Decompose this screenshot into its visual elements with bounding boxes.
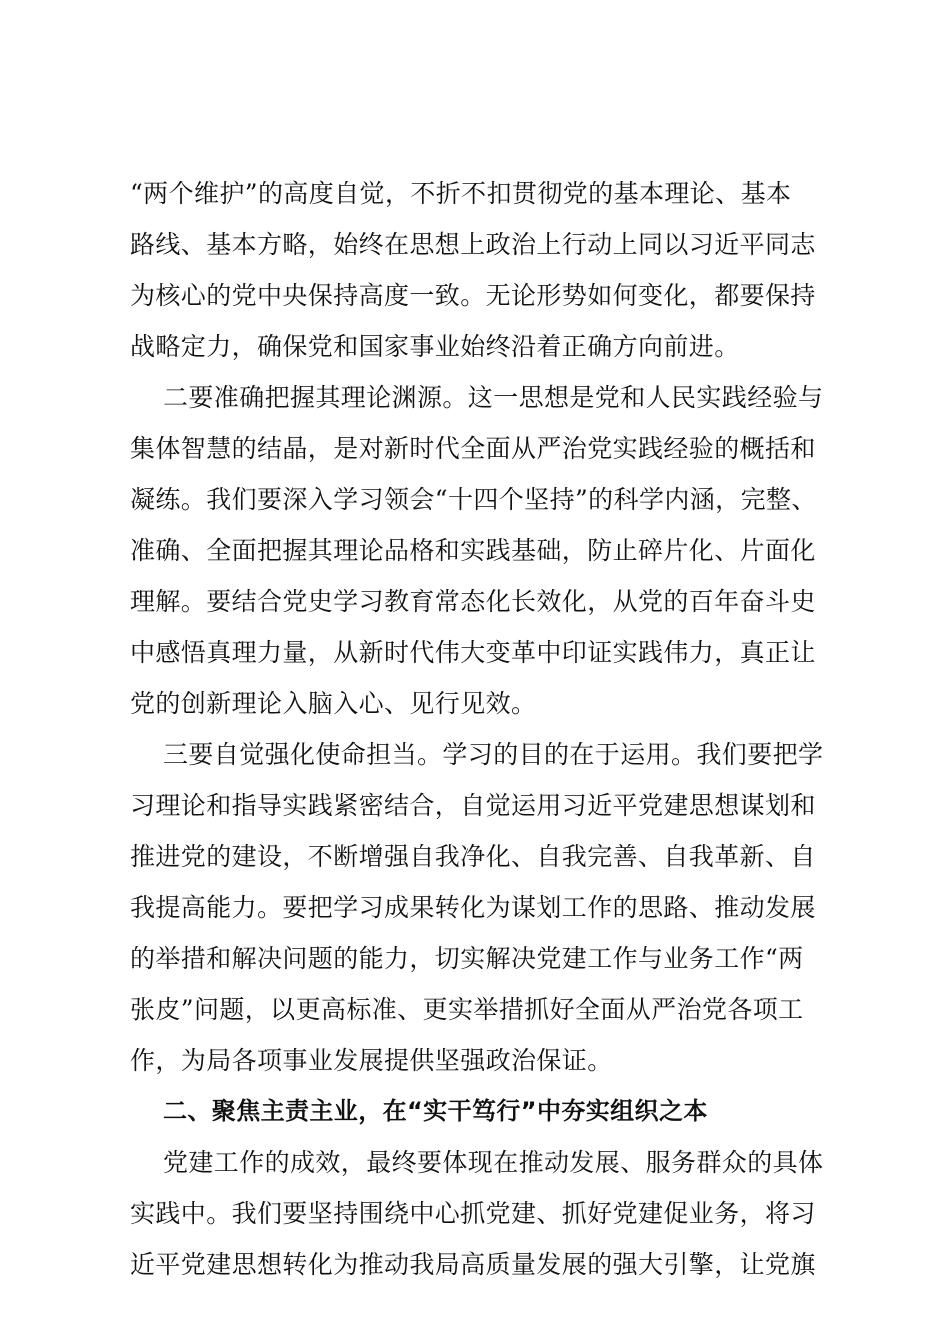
- text-line: 理解。要结合党史学习教育常态化长效化，从党的百年奋斗史: [130, 587, 816, 616]
- text-line: 作，为局各项事业发展提供坚强政治保证。: [130, 1046, 613, 1075]
- text-line: 准确、全面把握其理论品格和实践基础，防止碎片化、片面化: [130, 536, 816, 565]
- text-line: 习理论和指导实践紧密结合，自觉运用习近平党建思想谋划和: [130, 791, 816, 820]
- document-body: [130, 168, 830, 1290]
- text-line: 实践中。我们要坚持围绕中心抓党建、抓好党建促业务，将习: [130, 1199, 816, 1228]
- text-line: 张皮”问题，以更高标准、更实举措抓好全面从严治党各项工: [130, 995, 804, 1024]
- text-line: 的举措和解决问题的能力，切实解决党建工作与业务工作“两: [130, 944, 804, 973]
- text-line: 战略定力，确保党和国家事业始终沿着正确方向前进。: [130, 332, 740, 361]
- text-line: 我提高能力。要把学习成果转化为谋划工作的思路、推动发展: [130, 893, 816, 922]
- paragraph-mission: [130, 729, 830, 1086]
- text-line: “两个维护”的高度自觉，不折不扣贯彻党的基本理论、基本: [130, 179, 792, 208]
- text-line: 党建工作的成效，最终要体现在推动发展、服务群众的具体: [163, 1148, 824, 1177]
- paragraph-continuation: [130, 168, 830, 372]
- text-line: 路线、基本方略，始终在思想上政治上行动上同以习近平同志: [130, 230, 816, 259]
- text-line: 三要自觉强化使命担当。学习的目的在于运用。我们要把学: [163, 740, 824, 769]
- text-line: 二要准确把握其理论渊源。这一思想是党和人民实践经验与: [163, 383, 824, 412]
- section-heading-text: 二、聚焦主责主业，在“实干笃行”中夯实组织之本: [163, 1097, 708, 1125]
- text-line: 为核心的党中央保持高度一致。无论形势如何变化，都要保持: [130, 281, 816, 310]
- paragraph-practice: [130, 1137, 830, 1290]
- section-heading: [130, 1086, 830, 1137]
- text-line: 中感悟真理力量，从新时代伟大变革中印证实践伟力，真正让: [130, 638, 816, 667]
- text-line: 近平党建思想转化为推动我局高质量发展的强大引擎，让党旗: [130, 1250, 816, 1279]
- text-line: 集体智慧的结晶，是对新时代全面从严治党实践经验的概括和: [130, 434, 816, 463]
- paragraph-theory-source: [130, 372, 830, 729]
- text-line: 党的创新理论入脑入心、见行见效。: [130, 689, 537, 718]
- text-line: 推进党的建设，不断增强自我净化、自我完善、自我革新、自: [130, 842, 816, 871]
- text-line: 凝练。我们要深入学习领会“十四个坚持”的科学内涵，完整、: [130, 485, 817, 514]
